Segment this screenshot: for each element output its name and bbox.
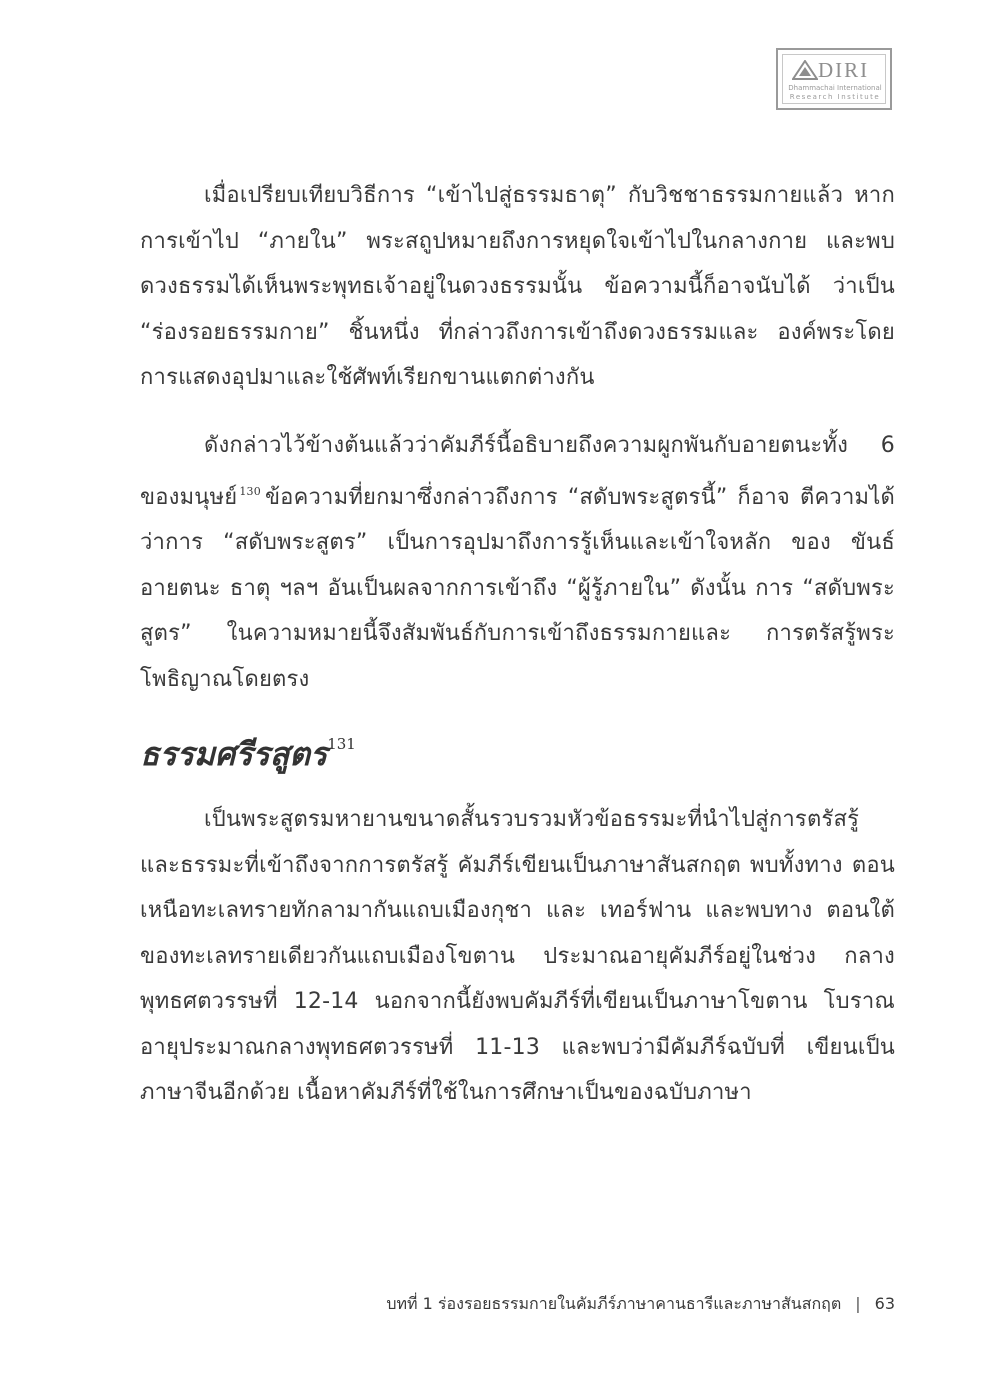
diri-logo — [776, 48, 892, 110]
paragraph-2-before: ดังกล่าวไว้ข้างต้นแล้วว่าคัมภีร์นี้อธิบายถึงความผูกพันกับอายตนะทั้ง 6 ของมนุษย์ — [140, 433, 895, 510]
page-footer — [386, 1292, 895, 1317]
section-heading — [140, 722, 356, 776]
footnote-ref-131[interactable]: 131 — [327, 735, 356, 753]
footer-separator: | — [855, 1294, 861, 1313]
footer-chapter-title: บทที่ 1 ร่องรอยธรรมกายในคัมภีร์ภาษาคานธารีและภาษาสันสกฤต — [386, 1294, 842, 1313]
paragraph-2-after: ข้อความที่ยกมาซึ่งกล่าวถึงการ “สดับพระสูตรนี้” ก็อาจ ตีความได้ว่าการ “สดับพระสูตร” เป็นการอุปมาถึงการรู้เห็นและเข้าใจหลัก ของ ขันธ์ อายตนะ ธาตุ ฯลฯ อันเป็นผลจากการเข้าถึง “ผู้รู้ภายใน” ดังนั้น การ “สดับพระสูตร” ในความหมายนี้จึงสัมพันธ์กับการเข้าถึงธรรมกายและ การตรัสรู้พระโพธิญาณโดยตรง — [140, 484, 895, 692]
footnote-ref-130[interactable]: 130 — [239, 484, 261, 498]
logo-title: DIRI — [818, 58, 870, 82]
page-number: 63 — [874, 1294, 895, 1313]
triangle-logo-icon — [792, 60, 818, 80]
paragraph-1: เมื่อเปรียบเทียบวิธีการ “เข้าไปสู่ธรรมธาตุ” กับวิชชาธรรมกายแล้ว หากการเข้าไป “ภายใน” พระสถูปหมายถึงการหยุดใจเข้าไปในกลางกาย และพบดวงธรรมได้เห็นพระพุทธเจ้าอยู่ในดวงธรรมนั้น ข้อความนี้ก็อาจนับได้ ว่าเป็น “ร่องรอยธรรมกาย” ชิ้นหนึ่ง ที่กล่าวถึงการเข้าถึงดวงธรรมและ องค์พระโดยการแสดงอุปมาและใช้ศัพท์เรียกขานแตกต่างกัน — [140, 183, 895, 390]
paragraph-2 — [140, 423, 895, 702]
logo-subtitle-line1: Dhammachai International — [788, 84, 882, 92]
logo-subtitle-line2: Research Institute — [789, 93, 881, 101]
paragraph-3: เป็นพระสูตรมหายานขนาดสั้นรวบรวมหัวข้อธรรมะที่นำไปสู่การตรัสรู้ และธรรมะที่เข้าถึงจากการตรัสรู้ คัมภีร์เขียนเป็นภาษาสันสกฤต พบทั้งทาง ตอนเหนือทะเลทรายทักลามากันแถบเมืองกุชา และ เทอร์ฟาน และพบทาง ตอนใต้ของทะเลทรายเดียวกันแถบเมืองโขตาน ประมาณอายุคัมภีร์อยู่ในช่วง กลางพุทธศตวรรษที่ 12-14 นอกจากนี้ยังพบคัมภีร์ที่เขียนเป็นภาษาโขตาน โบราณอายุประมาณกลางพุทธศตวรรษที่ 11-13 และพบว่ามีคัมภีร์ฉบับที่ เขียนเป็นภาษาจีนอีกด้วย เนื้อหาคัมภีร์ที่ใช้ในการศึกษาเป็นของฉบับภาษา — [140, 807, 895, 1105]
section-heading-title: ธรรมศรีรสูตร — [140, 735, 328, 773]
